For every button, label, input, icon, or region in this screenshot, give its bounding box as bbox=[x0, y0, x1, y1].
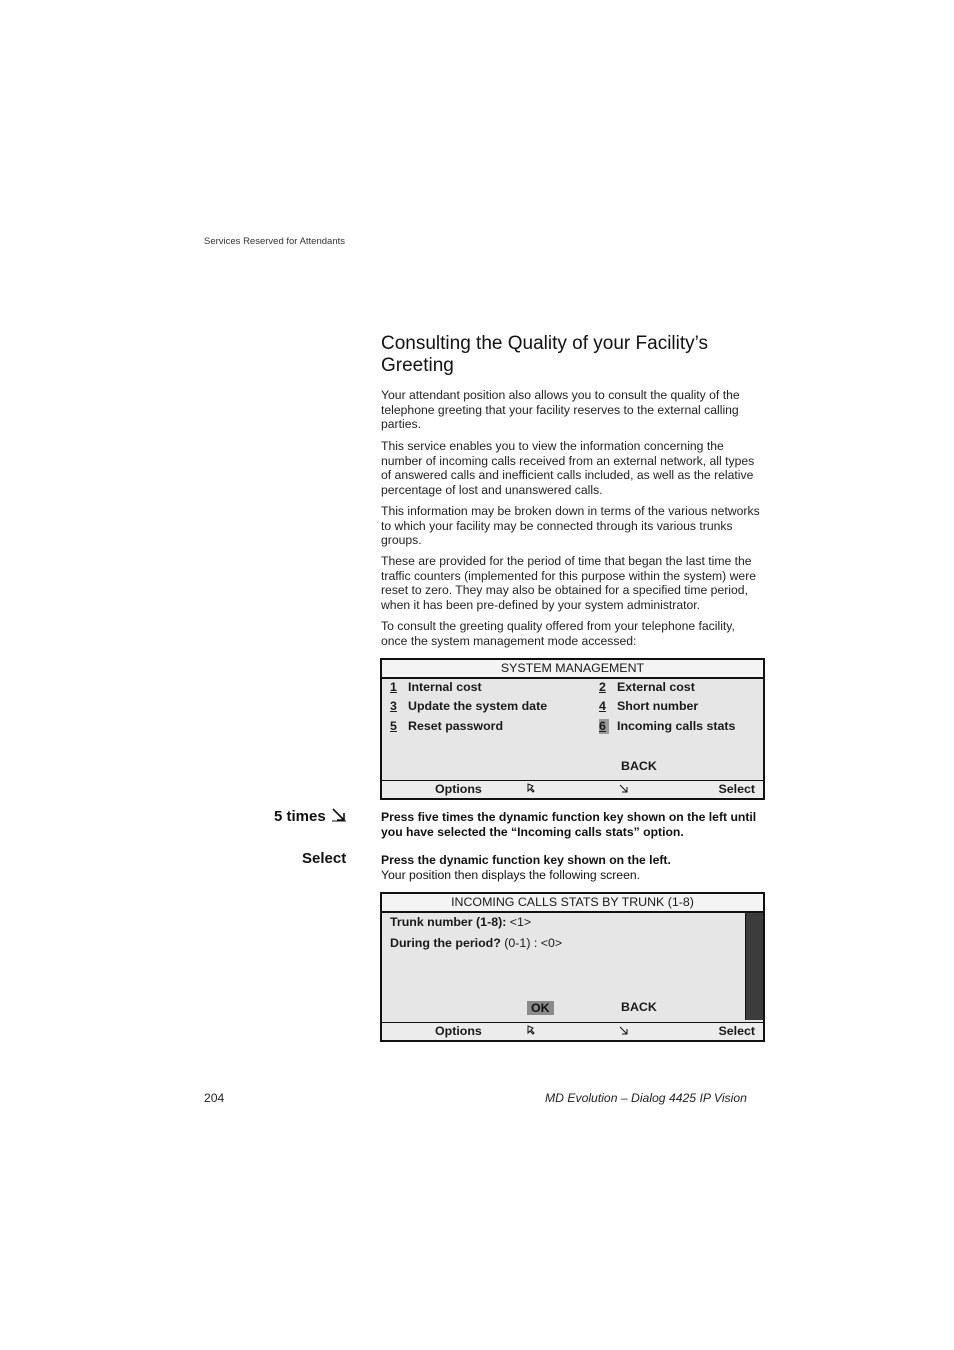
field-label: Trunk number (1-8): bbox=[390, 915, 507, 929]
softkey-bar bbox=[382, 780, 763, 798]
dynamic-key-left-icon[interactable] bbox=[526, 783, 538, 795]
screen-title: SYSTEM MANAGEMENT bbox=[382, 660, 763, 679]
back-button[interactable]: BACK bbox=[621, 1000, 657, 1014]
menu-item-number: 6 bbox=[599, 719, 609, 734]
incoming-calls-stats-screen bbox=[380, 892, 765, 1042]
field-label: During the period? bbox=[390, 936, 501, 950]
trunk-number-field[interactable] bbox=[390, 915, 531, 930]
step-instruction-note: Your position then displays the following screen. bbox=[381, 867, 641, 882]
running-header: Services Reserved for Attendants bbox=[204, 236, 345, 247]
back-button[interactable]: BACK bbox=[621, 759, 657, 773]
menu-item-label: Short number bbox=[617, 699, 699, 713]
paragraph: These are provided for the period of time that began the last time the traffic counters (implemented for this purpose within the system) were reset to zero. They may also be obtained for a specified time period, when it has been pre-defined by your system administrator. bbox=[381, 554, 757, 612]
menu-item-label: Incoming calls stats bbox=[617, 719, 736, 733]
menu-item-label: Update the system date bbox=[408, 699, 548, 713]
paragraph: This information may be broken down in terms of the various networks to which your facility may be connected through its various trunks groups. bbox=[381, 504, 760, 548]
menu-item-number: 2 bbox=[599, 680, 606, 694]
dynamic-key-left-icon[interactable] bbox=[526, 1025, 538, 1037]
document-title: MD Evolution – Dialog 4425 IP Vision bbox=[545, 1091, 747, 1105]
page-number: 204 bbox=[204, 1091, 225, 1105]
options-softkey[interactable]: Options bbox=[435, 782, 482, 796]
period-field[interactable] bbox=[390, 936, 562, 951]
select-softkey[interactable]: Select bbox=[718, 782, 755, 796]
paragraph: Your attendant position also allows you to consult the quality of the telephone greeting that your facility reserves to the external calling parties. bbox=[381, 388, 740, 432]
menu-item-number: 1 bbox=[390, 680, 397, 694]
dynamic-key-right-icon[interactable] bbox=[618, 783, 630, 795]
ok-button[interactable]: OK bbox=[527, 1001, 554, 1015]
step-instruction-bold: Press the dynamic function key shown on the left. bbox=[381, 853, 671, 867]
paragraph: This service enables you to view the information concerning the number of incoming calls received from an external network, all types of answered calls and inefficient calls included, as well as the relative percentage of lost and unanswered calls. bbox=[381, 439, 755, 497]
dynamic-key-right-icon[interactable] bbox=[618, 1025, 630, 1037]
step-key-five-times bbox=[274, 807, 348, 825]
menu-item-number: 4 bbox=[599, 699, 606, 713]
screen-title: INCOMING CALLS STATS BY TRUNK (1-8) bbox=[382, 894, 763, 913]
step-key-label: 5 times bbox=[274, 808, 326, 825]
system-management-screen bbox=[380, 658, 765, 800]
scrollbar[interactable] bbox=[745, 913, 763, 1020]
page-title: Consulting the Quality of your Facility’s Greeting bbox=[381, 333, 709, 376]
menu-item-label: External cost bbox=[617, 680, 695, 694]
options-softkey[interactable]: Options bbox=[435, 1024, 482, 1038]
select-softkey[interactable]: Select bbox=[718, 1024, 755, 1038]
field-value[interactable]: (0-1) : <0> bbox=[504, 936, 563, 950]
menu-item-label: Internal cost bbox=[408, 680, 482, 694]
menu-item-number: 5 bbox=[390, 719, 397, 733]
menu-item-number: 3 bbox=[390, 699, 397, 713]
softkey-bar bbox=[382, 1022, 763, 1040]
step-key-select: Select bbox=[302, 850, 347, 867]
field-value[interactable]: <1> bbox=[509, 915, 532, 929]
step-instruction: Press five times the dynamic function key shown on the left until you have selected the “Incoming calls stats” option. bbox=[381, 810, 757, 839]
step-instruction bbox=[381, 853, 766, 882]
menu-item-label: Reset password bbox=[408, 719, 504, 733]
paragraph: To consult the greeting quality offered from your telephone facility, once the system management mode accessed: bbox=[381, 619, 735, 648]
dynamic-function-key-icon bbox=[330, 808, 348, 825]
